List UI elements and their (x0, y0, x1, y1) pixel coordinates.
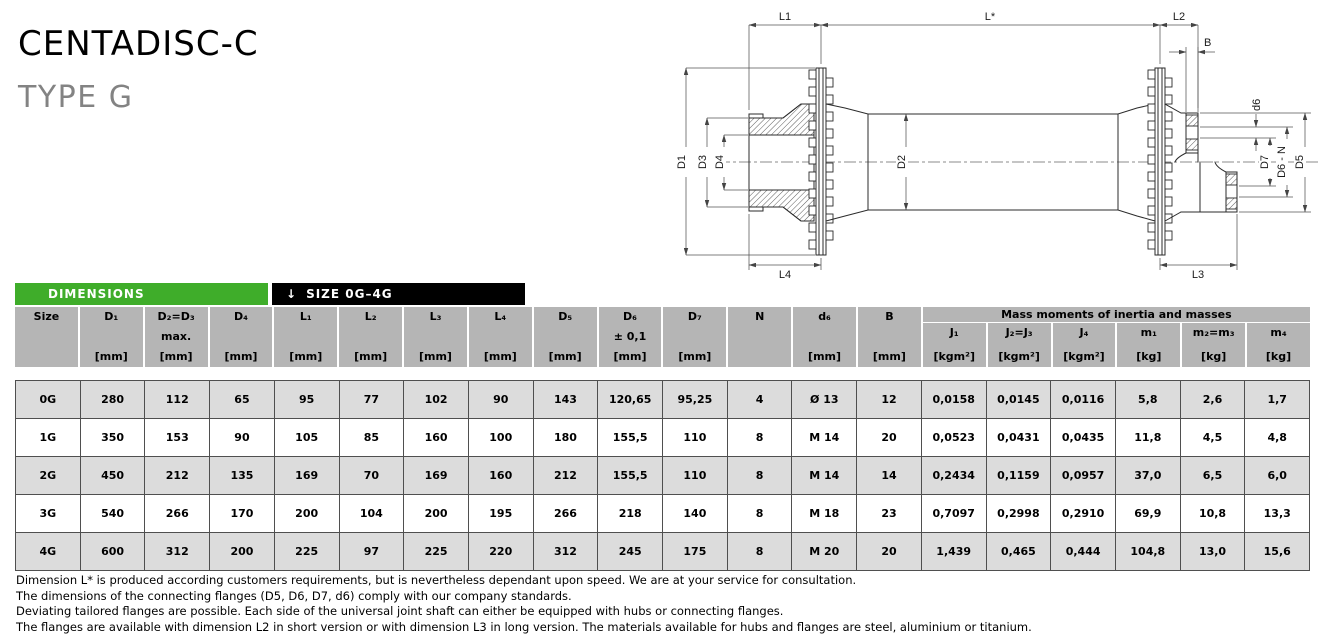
footnote-line-2: The dimensions of the connecting flanges (D5, D6, D7, d6) comply with our company standards. (16, 588, 572, 603)
column-label: L₄ (494, 310, 507, 323)
table-cell: 8 (728, 457, 793, 494)
dim-label-D1: D1 (676, 154, 688, 170)
column-label: L₃ (429, 310, 442, 323)
table-cell: 245 (598, 533, 663, 570)
table-cell: 0,0523 (922, 419, 987, 456)
table-cell: 15,6 (1263, 545, 1291, 558)
page-title: CENTADISC-C (18, 24, 259, 64)
column-unit: [mm] (289, 350, 323, 363)
inertia-group-title: Mass moments of inertia and masses (923, 307, 1310, 322)
column-header-3 (210, 307, 273, 367)
table-cell: 0,1159 (987, 457, 1052, 494)
table-cell: 4 (728, 381, 793, 418)
left-hub (749, 104, 814, 221)
dimensions-table-header (15, 307, 1310, 367)
table-cell: 175 (663, 533, 728, 570)
table-cell: 155,5 (598, 457, 663, 494)
table-cell: 23 (857, 495, 922, 532)
table-cell: 37,0 (1116, 457, 1181, 494)
column-label: Size (33, 310, 60, 323)
footnotes (16, 573, 1032, 635)
column-unit: [kg] (1136, 350, 1162, 363)
table-cell: 450 (81, 457, 146, 494)
column-sublabel: ± 0,1 (613, 330, 647, 343)
column-label: J₄ (1079, 326, 1089, 339)
table-cell: 97 (340, 533, 405, 570)
column-unit: [mm] (354, 350, 388, 363)
footnote-line-4: The flanges are available with dimension L2 in short version or with dimension L3 in long version. The materials available for hubs and flanges are steel, aluminium or titanium. (16, 619, 1032, 634)
column-label: L₂ (364, 310, 377, 323)
table-cell: 218 (598, 495, 663, 532)
size-cell: 1G (16, 419, 81, 456)
column-header-10 (663, 307, 726, 367)
table-cell: 0,0116 (1051, 381, 1116, 418)
column-sublabel: max. (161, 330, 192, 343)
table-cell: M 14 (792, 457, 857, 494)
column-unit: [mm] (872, 350, 906, 363)
table-cell: M 20 (792, 533, 857, 570)
table-cell: 77 (340, 381, 405, 418)
table-cell: 540 (81, 495, 146, 532)
table-cell: 0,7097 (922, 495, 987, 532)
size-section-bar (272, 283, 525, 305)
dimension-lines (686, 25, 1305, 265)
column-label: d₆ (818, 310, 831, 323)
column-label: N (755, 310, 765, 323)
table-cell: 140 (663, 495, 728, 532)
dim-label-D3: D3 (697, 154, 709, 170)
table-cell: 225 (275, 533, 340, 570)
inertia-column-header-1 (988, 323, 1051, 367)
size-cell: 0G (16, 381, 81, 418)
column-unit: [mm] (483, 350, 517, 363)
dim-label-D5: D5 (1294, 154, 1306, 170)
table-row-3G (16, 495, 1309, 533)
column-unit: [mm] (548, 350, 582, 363)
table-cell: 6,5 (1181, 457, 1246, 494)
left-disc-pack (809, 68, 833, 255)
table-cell: 266 (145, 495, 210, 532)
inertia-column-header-4 (1182, 323, 1245, 367)
dim-label-D7: D7 (1259, 154, 1271, 170)
footnote-line-1: Dimension L* is produced according customers requirements, but is nevertheless dependant upon speed. We are at your service for consultation. (16, 573, 857, 587)
right-disc-pack (1148, 68, 1172, 255)
table-cell: 112 (145, 381, 210, 418)
column-header-12 (793, 307, 856, 367)
table-cell: 160 (469, 457, 534, 494)
table-row-1G (16, 419, 1309, 457)
table-cell: 312 (145, 533, 210, 570)
inertia-column-header-5 (1247, 323, 1310, 367)
table-cell: 0,2434 (922, 457, 987, 494)
table-cell: 10,8 (1181, 495, 1246, 532)
table-cell: 110 (663, 457, 728, 494)
table-cell: M 14 (792, 419, 857, 456)
dim-label-B: B (1204, 37, 1212, 49)
size-cell: 4G (16, 533, 81, 570)
column-unit: [mm] (94, 350, 128, 363)
table-cell: 350 (81, 419, 146, 456)
table-cell: 2,6 (1181, 381, 1246, 418)
table-cell: 600 (81, 533, 146, 570)
table-cell: 100 (469, 419, 534, 456)
column-label: m₄ (1270, 326, 1287, 339)
table-cell: 13,3 (1263, 507, 1291, 520)
table-cell: 0,0957 (1051, 457, 1116, 494)
column-label: D₇ (687, 310, 702, 323)
column-label: D₅ (558, 310, 573, 323)
table-cell: 120,65 (598, 381, 663, 418)
table-cell: 200 (275, 495, 340, 532)
column-header-2 (145, 307, 208, 367)
column-header-11 (728, 307, 791, 367)
column-unit: [mm] (678, 350, 712, 363)
table-cell: 280 (81, 381, 146, 418)
dim-label-L2: L2 (1172, 11, 1186, 23)
table-cell: 65 (210, 381, 275, 418)
dim-label-d6: d6 (1251, 98, 1263, 111)
column-header-6 (404, 307, 467, 367)
table-cell: 90 (210, 419, 275, 456)
table-cell: 0,0431 (987, 419, 1052, 456)
column-label: L₁ (299, 310, 312, 323)
inertia-column-group (923, 307, 1310, 367)
dimensions-section-bar (15, 283, 268, 305)
column-label: D₂=D₃ (157, 310, 195, 323)
dim-label-L1: L1 (778, 11, 792, 23)
table-cell: 155,5 (598, 419, 663, 456)
table-cell: 266 (534, 495, 599, 532)
table-cell: 20 (857, 533, 922, 570)
dimensions-section-label: DIMENSIONS (48, 287, 145, 301)
inertia-column-header-0 (923, 323, 986, 367)
table-cell: 0,2910 (1051, 495, 1116, 532)
column-label: m₁ (1140, 326, 1157, 339)
table-cell: 0,2998 (987, 495, 1052, 532)
table-cell: 0,444 (1051, 533, 1116, 570)
table-cell: 95,25 (663, 381, 728, 418)
right-end-long-version (1165, 162, 1237, 221)
column-unit: [kgm²] (998, 350, 1040, 363)
table-cell: 0,465 (987, 533, 1052, 570)
column-label: J₂=J₃ (1005, 326, 1033, 339)
table-cell: 212 (145, 457, 210, 494)
column-unit: [mm] (613, 350, 647, 363)
table-cell: 85 (340, 419, 405, 456)
table-row-4G (16, 533, 1309, 570)
table-cell: 5,8 (1116, 381, 1181, 418)
table-cell: 135 (210, 457, 275, 494)
footnote-line-3: Deviating tailored flanges are possible. Each side of the universal joint shaft can either be equipped with hubs or connecting flanges. (16, 604, 784, 618)
table-cell: 200 (210, 533, 275, 570)
table-cell: 195 (469, 495, 534, 532)
inertia-column-header-2 (1053, 323, 1116, 367)
column-header-4 (274, 307, 337, 367)
table-cell: 312 (534, 533, 599, 570)
inertia-column-header-3 (1117, 323, 1180, 367)
table-cell: 8 (728, 419, 793, 456)
column-label: D₆ (623, 310, 637, 323)
table-cell: 4,5 (1181, 419, 1246, 456)
column-label: D₁ (104, 310, 119, 323)
column-label: J₁ (949, 326, 959, 339)
column-header-13 (858, 307, 921, 367)
column-unit: [kg] (1265, 350, 1292, 363)
column-label: D₄ (233, 310, 248, 323)
table-cell: 169 (404, 457, 469, 494)
table-cell: Ø 13 (792, 381, 857, 418)
table-cell: 6,0 (1267, 469, 1287, 482)
table-cell: 110 (663, 419, 728, 456)
page-subtitle: TYPE G (18, 80, 134, 115)
table-cell: 225 (404, 533, 469, 570)
dim-label-L3: L3 (1191, 269, 1205, 281)
technical-drawing (623, 0, 1323, 285)
column-header-9 (599, 307, 662, 367)
table-cell: 104,8 (1116, 533, 1181, 570)
extension-lines (686, 25, 1311, 270)
table-cell: 95 (275, 381, 340, 418)
table-cell: 104 (340, 495, 405, 532)
table-cell: 90 (469, 381, 534, 418)
table-cell: 8 (728, 533, 793, 570)
table-cell: 4,8 (1267, 431, 1287, 444)
dim-label-D4: D4 (714, 154, 726, 170)
table-cell: 169 (275, 457, 340, 494)
dimensions-table-body (15, 380, 1310, 571)
column-header-1 (80, 307, 143, 367)
column-header-7 (469, 307, 532, 367)
column-label: m₂=m₃ (1192, 326, 1235, 339)
down-arrow-icon: ↓ (286, 287, 298, 301)
table-cell: 160 (404, 419, 469, 456)
column-unit: [kgm²] (933, 350, 975, 363)
table-row-0G (16, 381, 1309, 419)
table-cell: 180 (534, 419, 599, 456)
table-cell: 1,7 (1267, 393, 1287, 406)
column-unit: [kgm²] (1063, 350, 1105, 363)
table-cell: 153 (145, 419, 210, 456)
size-cell: 2G (16, 457, 81, 494)
column-unit: [mm] (808, 350, 842, 363)
table-row-2G (16, 457, 1309, 495)
column-header-0 (15, 307, 78, 367)
table-cell: 0,0158 (922, 381, 987, 418)
dim-label-L4: L4 (778, 269, 792, 281)
dim-label-D6-N: D6 - N (1276, 146, 1288, 178)
size-cell: 3G (16, 495, 81, 532)
table-cell: 70 (340, 457, 405, 494)
table-cell: 105 (275, 419, 340, 456)
table-cell: 20 (857, 419, 922, 456)
column-unit: [mm] (418, 350, 452, 363)
table-cell: 12 (857, 381, 922, 418)
table-cell: 14 (857, 457, 922, 494)
table-cell: 200 (404, 495, 469, 532)
table-cell: 13,0 (1181, 533, 1246, 570)
inertia-group-columns (923, 323, 1310, 367)
column-unit: [kg] (1201, 350, 1227, 363)
table-cell: 170 (210, 495, 275, 532)
table-cell: 1,439 (922, 533, 987, 570)
column-header-5 (339, 307, 402, 367)
column-unit: [mm] (159, 350, 193, 363)
table-cell: 8 (728, 495, 793, 532)
table-cell: 102 (404, 381, 469, 418)
column-header-8 (534, 307, 597, 367)
table-cell: 220 (469, 533, 534, 570)
table-cell: M 18 (792, 495, 857, 532)
size-section-label: SIZE 0G–4G (306, 287, 393, 301)
column-unit: [mm] (224, 350, 258, 363)
center-tube (826, 104, 1155, 221)
dim-label-D2: D2 (896, 154, 908, 170)
table-cell: 69,9 (1116, 495, 1181, 532)
dimension-labels (676, 11, 1306, 281)
table-cell: 11,8 (1116, 419, 1181, 456)
dim-label-Lstar: L* (984, 11, 996, 23)
column-label: B (885, 310, 894, 323)
table-cell: 212 (534, 457, 599, 494)
table-cell: 143 (534, 381, 599, 418)
table-cell: 0,0435 (1051, 419, 1116, 456)
table-cell: 0,0145 (987, 381, 1052, 418)
